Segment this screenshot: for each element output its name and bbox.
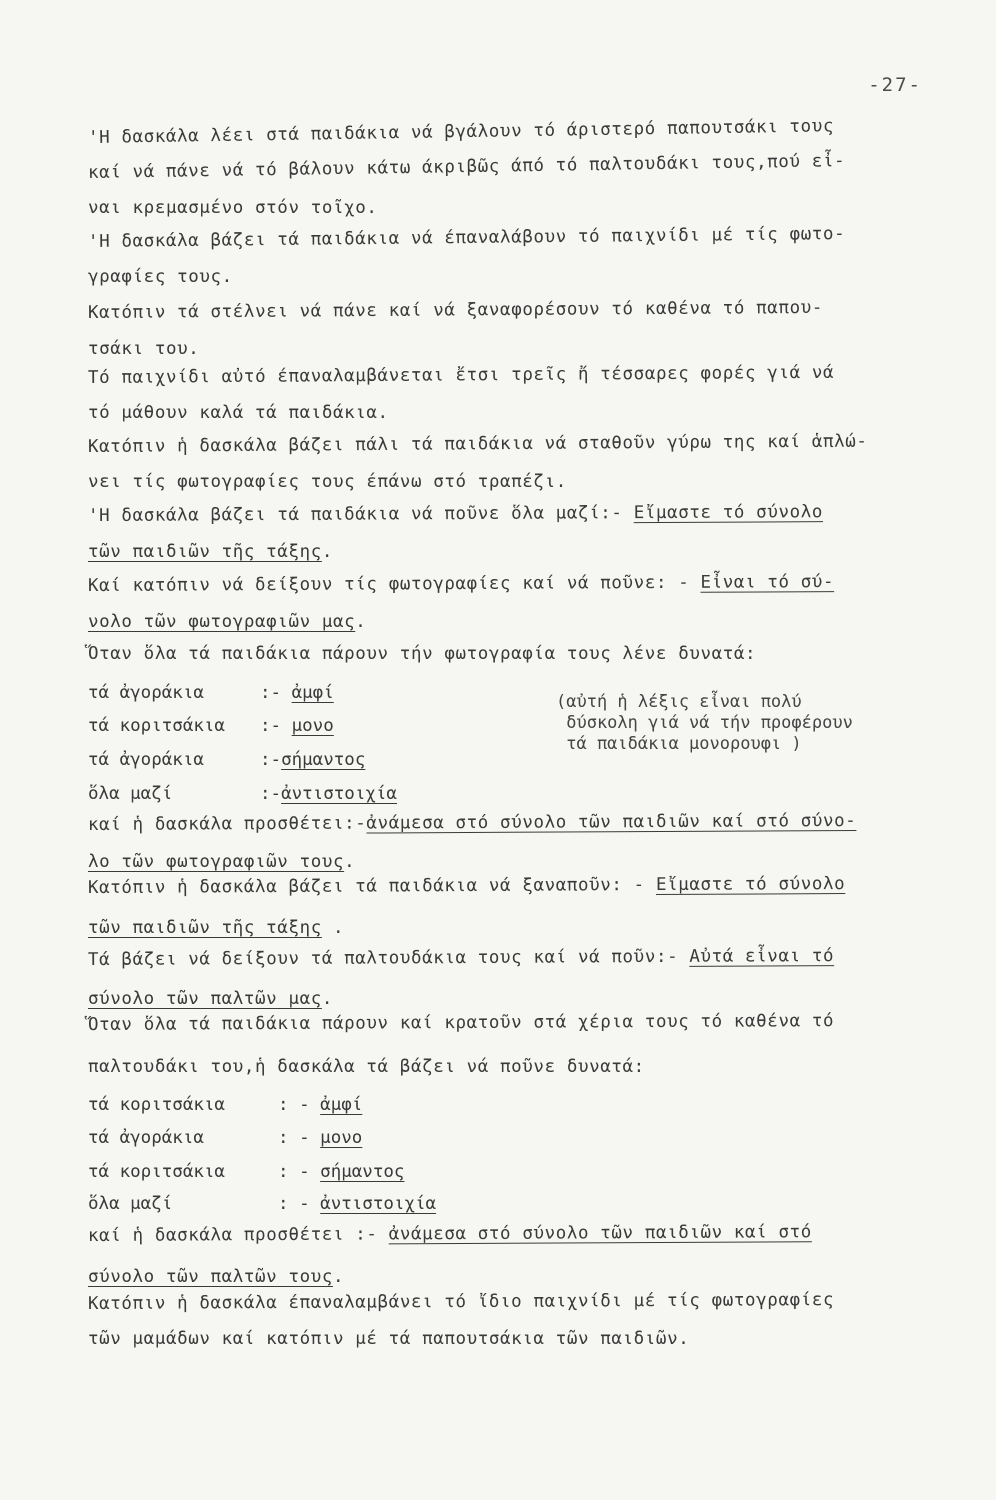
chant-word: σήμαντος <box>320 1162 405 1182</box>
chant-word: ἀμφί <box>320 1095 363 1115</box>
underlined-phrase: ἀνάμεσα στό σύνολο τῶν παιδιῶν καί στό <box>388 1222 812 1245</box>
list-item <box>88 1094 363 1116</box>
side-note <box>556 692 853 755</box>
page-number: -27- <box>868 74 922 96</box>
text-line: Ὅταν ὅλα τά παιδάκια πάρουν καί κρατοῦν στά χέρια τους τό καθένα τό <box>87 1011 835 1035</box>
underlined-phrase: Εἶναι τό σύ- <box>700 572 835 593</box>
text-line <box>88 541 333 563</box>
list-item <box>88 783 397 805</box>
text-line: νει τίς φωτογραφίες τους έπάνω στό τραπέζι. <box>88 472 567 492</box>
text-line <box>88 851 355 873</box>
line-text: . <box>321 918 345 938</box>
line-text: . <box>333 1267 345 1287</box>
text-line: Τό παιχνίδι αὐτό έπαναλαμβάνεται ἔτσι τρεῖς ἤ τέσσαρες φορές γιά νά <box>87 362 835 388</box>
text-line: Κατόπιν τά στέλνει νά πάνε καί νά ξαναφορέσουν τό καθένα τό παπου- <box>87 297 824 323</box>
speaker: ὅλα μαζί <box>88 784 173 804</box>
text-line <box>88 917 344 939</box>
line-text: . <box>321 989 333 1009</box>
chant-text: :- ἀμφί <box>260 683 334 703</box>
text-line <box>88 873 845 899</box>
chant-text: :-ἀντιστοιχία <box>260 784 397 804</box>
underlined-phrase: Εἴμαστε τό σύνολο <box>633 502 824 524</box>
text-line: καί νά πάνε νά τό βάλουν κάτω άκριβῶς άπό τό παλτουδάκι τους,πού εἶ- <box>87 151 846 183</box>
chant-text: :-σήμαντος <box>260 750 366 770</box>
chant-word: μονο <box>291 716 334 736</box>
underlined-phrase: σύνολο τῶν παλτῶν τους <box>88 1267 333 1287</box>
underlined-phrase: Αὐτά εἶναι τό <box>689 946 835 967</box>
note-line: (αὐτή ἡ λέξις εἶναι πολύ <box>556 692 802 712</box>
speaker: τά κοριτσάκια <box>88 1162 225 1182</box>
speaker: τά ἀγοράκια <box>88 750 204 770</box>
speaker: τά ἀγοράκια <box>88 683 204 703</box>
text-line <box>88 501 823 527</box>
text-line: γραφίες τους. <box>88 267 233 287</box>
text-line: τό μάθουν καλά τά παιδάκια. <box>88 403 389 423</box>
text-line: 'Η δασκάλα βάζει τά παιδάκια νά έπαναλάβουν τό παιχνίδι μέ τίς φωτο- <box>87 224 846 252</box>
line-text: . <box>321 542 333 562</box>
line-text: Τά βάζει νά δείξουν τά παλτουδάκια τους καί νά ποῦν:- <box>87 946 690 970</box>
list-item <box>88 715 334 737</box>
text-line <box>88 611 366 633</box>
line-text: . <box>355 612 367 632</box>
speaker: ὅλα μαζί <box>88 1194 173 1214</box>
text-line: τῶν μαμάδων καί κατόπιν μέ τά παπουτσάκια τῶν παιδιῶν. <box>88 1329 690 1349</box>
text-line: ναι κρεμασμένο στόν τοῖχο. <box>88 198 378 218</box>
text-line: Ὅταν ὅλα τά παιδάκια πάρουν τήν φωτογραφία τους λένε δυνατά: <box>88 644 757 664</box>
text-line <box>88 945 834 971</box>
list-item <box>88 1127 363 1149</box>
chant-word: ἀντιστοιχία <box>281 784 397 804</box>
chant-text: : - μονο <box>278 1128 363 1148</box>
chant-text: : - σήμαντος <box>278 1162 405 1182</box>
text-line: παλτουδάκι του,ἡ δασκάλα τά βάζει νά ποῦνε δυνατά: <box>88 1057 645 1077</box>
list-item <box>88 1193 437 1215</box>
text-line <box>88 810 856 836</box>
chant-word: ἀμφί <box>291 683 334 703</box>
line-text: Κατόπιν ἡ δασκάλα βάζει τά παιδάκια νά ξαναποῦν: - <box>87 875 656 898</box>
list-item <box>88 682 334 704</box>
underlined-phrase: ἀνάμεσα στό σύνολο τῶν παιδιῶν καί στό σύνο- <box>366 810 857 834</box>
speaker: τά κοριτσάκια <box>88 716 225 736</box>
line-text: καί ἡ δασκάλα προσθέτει :- <box>87 1224 389 1246</box>
line-text: 'Η δασκάλα βάζει τά παιδάκια νά ποῦνε ὅλα μαζί:- <box>87 503 634 526</box>
speaker: τά ἀγοράκια <box>88 1128 204 1148</box>
text-line <box>88 988 333 1010</box>
line-text: Καί κατόπιν νά δείξουν τίς φωτογραφίες καί νά ποῦνε: - <box>87 572 701 596</box>
text-line: τσάκι του. <box>88 339 200 359</box>
line-text: καί ἡ δασκάλα προσθέτει:- <box>87 813 367 835</box>
underlined-phrase: Εἴμαστε τό σύνολο <box>655 874 846 896</box>
text-line: Κατόπιν ἡ δασκάλα βάζει πάλι τά παιδάκια νά σταθοῦν γύρω της καί ἁπλώ- <box>87 431 868 457</box>
line-text: . <box>344 852 356 872</box>
chant-text: :- μονο <box>260 716 334 736</box>
text-line: Κατόπιν ἡ δασκάλα έπαναλαμβάνει τό ἴδιο παιχνίδι μέ τίς φωτογραφίες <box>87 1290 835 1314</box>
underlined-phrase: τῶν παιδιῶν τῆς τάξης <box>88 918 322 938</box>
underlined-phrase: νολο τῶν φωτογραφιῶν μας <box>88 612 356 632</box>
underlined-phrase: λο τῶν φωτογραφιῶν τους <box>88 852 345 872</box>
note-line: δύσκολη γιά νά τήν προφέρουν <box>556 713 853 733</box>
speaker: τά κοριτσάκια <box>88 1095 225 1115</box>
underlined-phrase: τῶν παιδιῶν τῆς τάξης <box>88 542 322 562</box>
chant-word: ἀντιστοιχία <box>320 1194 437 1214</box>
list-item <box>88 749 366 771</box>
chant-text: : - ἀντιστοιχία <box>278 1194 437 1214</box>
text-line <box>88 571 834 597</box>
text-line <box>88 1266 344 1288</box>
text-line: 'Η δασκάλα λέει στά παιδάκια νά βγάλουν τό άριστερό παπουτσάκι τους <box>87 116 835 148</box>
chant-text: : - ἀμφί <box>278 1095 363 1115</box>
note-line: τά παιδάκια μονορουφι ) <box>556 734 802 754</box>
text-line <box>88 1221 812 1247</box>
chant-word: μονο <box>320 1128 363 1148</box>
chant-word: σήμαντος <box>281 750 366 770</box>
list-item <box>88 1161 405 1183</box>
underlined-phrase: σύνολο τῶν παλτῶν μας <box>88 989 322 1009</box>
